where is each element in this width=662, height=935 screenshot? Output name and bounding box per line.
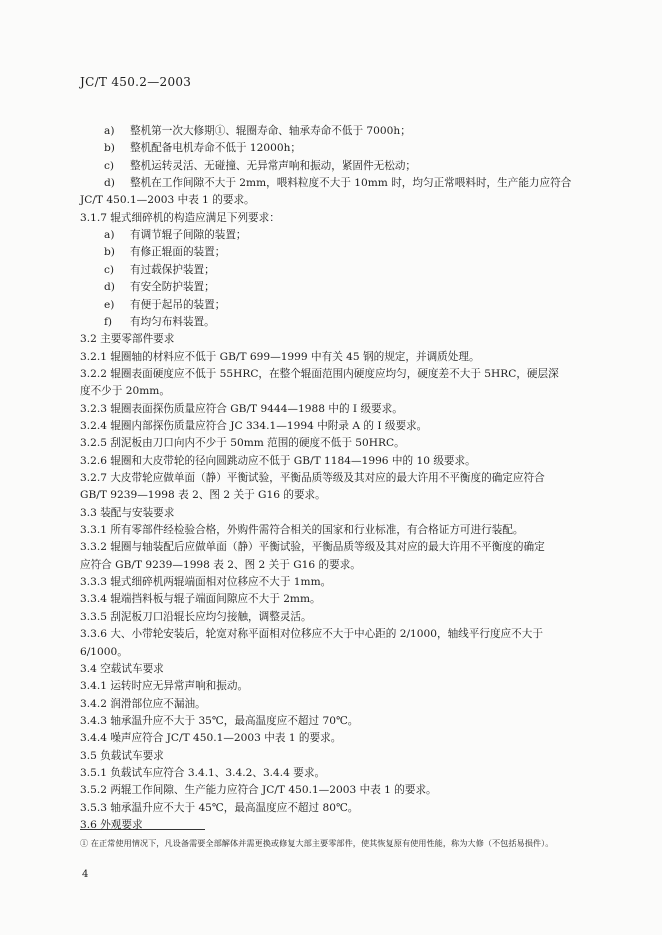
list-item-marker: f) bbox=[104, 316, 113, 328]
line-text: JC/T 450.1—2003 中表 1 的要求。 bbox=[80, 194, 255, 206]
list-item-marker: d) bbox=[104, 281, 115, 293]
paragraph-line bbox=[80, 384, 170, 398]
line-text: 3.4.3 轴承温升应不大于 35℃，最高温度应不超过 70℃。 bbox=[80, 715, 359, 727]
list-item-marker: b) bbox=[104, 246, 115, 258]
line-text: 整机配备电机寿命不低于 12000h； bbox=[130, 142, 302, 154]
paragraph-line bbox=[80, 506, 174, 520]
paragraph-line bbox=[80, 488, 326, 502]
line-text: 3.2.7 大皮带轮应做单面（静）平衡试验，平衡品质等级及其对应的最大许用不平衡度的确定应符合 bbox=[80, 472, 545, 484]
line-text: 3.3.6 大、小带轮安装后，轮宽对称平面相对位移应不大于中心距的 2/1000，轴线平行度应不大于 bbox=[80, 628, 543, 640]
paragraph-line bbox=[80, 575, 331, 589]
line-text: 3.2.2 辊圈表面硬度应不低于 55HRC，在整个辊面范围内硬度应均匀，硬度差不大于 5HRC，硬层深 bbox=[80, 368, 559, 380]
paragraph-line bbox=[80, 402, 403, 416]
list-item-marker: c) bbox=[104, 160, 115, 172]
line-text: 整机在工作间隙不大于 2mm，喂料粒度不大于 10mm 时，均匀正常喂料时，生产能力应符合 bbox=[130, 177, 572, 189]
line-text: 3.5.1 负载试车应符合 3.4.1、3.4.2、3.4.4 要求。 bbox=[80, 767, 326, 779]
line-text: 3.6 外观要求 bbox=[80, 819, 143, 831]
line-text: 3.4.4 噪声应符合 JC/T 450.1—2003 中表 1 的要求。 bbox=[80, 732, 342, 744]
list-item bbox=[104, 280, 215, 294]
paragraph-line bbox=[80, 662, 164, 676]
paragraph-line bbox=[80, 801, 358, 815]
line-text: 有修正辊面的装置； bbox=[130, 246, 226, 258]
line-text: 3.2.3 辊圈表面探伤质量应符合 GB/T 9444—1988 中的 Ⅰ 级要求。 bbox=[80, 403, 403, 415]
paragraph-line bbox=[80, 454, 476, 468]
line-text: 3.3 装配与安装要求 bbox=[80, 507, 175, 519]
paragraph-line bbox=[80, 627, 543, 641]
paragraph-line bbox=[80, 419, 427, 433]
paragraph-line bbox=[80, 783, 437, 797]
paragraph-line bbox=[80, 731, 341, 745]
list-item bbox=[104, 245, 225, 259]
document-code-header: JC/T 450.2—2003 bbox=[80, 75, 192, 89]
line-text: 3.2.1 辊圈轴的材料应不低于 GB/T 699—1999 中有关 45 钢的规定，并调质处理。 bbox=[80, 351, 480, 363]
line-text: 3.2 主要零部件要求 bbox=[80, 333, 175, 345]
list-item-marker: b) bbox=[104, 142, 115, 154]
line-text: 3.3.2 辊圈与轴装配后应做单面（静）平衡试验，平衡品质等级及其对应的最大许用不平衡度的确定 bbox=[80, 541, 545, 553]
line-text: 3.4 空载试车要求 bbox=[80, 663, 164, 675]
paragraph-line bbox=[80, 610, 312, 624]
list-item bbox=[104, 228, 247, 242]
paragraph-line bbox=[80, 592, 321, 606]
paragraph-line bbox=[80, 766, 325, 780]
list-item bbox=[104, 263, 215, 277]
line-text: 3.5.3 轴承温升应不大于 45℃，最高温度应不超过 80℃。 bbox=[80, 802, 359, 814]
line-text: 有均匀布料装置。 bbox=[130, 316, 215, 328]
list-item bbox=[104, 176, 571, 190]
line-text: 3.3.1 所有零部件经检验合格，外购件需符合相关的国家和行业标准，有合格证方可进行装配。 bbox=[80, 524, 524, 536]
line-text: 整机第一次大修期①、辊圈寿命、轴承寿命不低于 7000h； bbox=[130, 125, 411, 137]
line-text: 有调节辊子间隙的装置； bbox=[130, 229, 247, 241]
list-item-marker: e) bbox=[104, 299, 115, 311]
line-text: 有便于起吊的装置； bbox=[130, 299, 226, 311]
line-text: 3.2.4 辊圈内部探伤质量应符合 JC 334.1—1994 中附录 A 的 Ⅰ 级要求。 bbox=[80, 420, 428, 432]
line-text: 6/1000。 bbox=[80, 646, 128, 658]
line-text: 3.5 负载试车要求 bbox=[80, 750, 164, 762]
list-item bbox=[104, 141, 301, 155]
paragraph-line bbox=[80, 211, 280, 225]
list-item bbox=[104, 298, 225, 312]
line-text: 3.4.1 运转时应无异常声响和振动。 bbox=[80, 680, 249, 692]
paragraph-line bbox=[80, 679, 248, 693]
line-text: 3.4.2 润滑部位应不漏油。 bbox=[80, 698, 206, 710]
line-text: 3.2.6 辊圈和大皮带轮的径向圆跳动应不低于 GB/T 1184—1996 中的 10 级要求。 bbox=[80, 455, 476, 467]
line-text: 3.3.5 刮泥板刀口沿辊长应均匀接触，调整灵活。 bbox=[80, 611, 312, 623]
list-item-marker: c) bbox=[104, 264, 115, 276]
line-text: 3.3.4 辊端挡料板与辊子端面间隙应不大于 2mm。 bbox=[80, 593, 321, 605]
line-text: 应符合 GB/T 9239—1998 表 2、图 2 关于 G16 的要求。 bbox=[80, 559, 361, 571]
paragraph-line bbox=[80, 714, 358, 728]
paragraph-line bbox=[80, 645, 128, 659]
line-text: 3.1.7 辊式细碎机的构造应满足下列要求： bbox=[80, 212, 280, 224]
paragraph-line bbox=[80, 350, 480, 364]
list-item bbox=[104, 159, 416, 173]
list-item-marker: d) bbox=[104, 177, 115, 189]
line-text: 3.3.3 辊式细碎机两辊端面相对位移应不大于 1mm。 bbox=[80, 576, 332, 588]
line-text: 有安全防护装置； bbox=[130, 281, 215, 293]
line-text: 度不少于 20mm。 bbox=[80, 385, 170, 397]
footnote-separator bbox=[80, 829, 205, 830]
line-text: 整机运转灵活、无碰撞、无异常声响和振动，紧固件无松动； bbox=[130, 160, 417, 172]
paragraph-line bbox=[80, 332, 174, 346]
line-text: 3.2.5 刮泥板由刀口向内不少于 50mm 范围的硬度不低于 50HRC。 bbox=[80, 437, 405, 449]
paragraph-line bbox=[80, 749, 164, 763]
paragraph-line bbox=[80, 697, 206, 711]
paragraph-line bbox=[80, 523, 523, 537]
line-text: 有过载保护装置； bbox=[130, 264, 215, 276]
paragraph-line bbox=[80, 540, 545, 554]
paragraph-line bbox=[80, 471, 545, 485]
list-item-marker: a) bbox=[104, 229, 115, 241]
paragraph-line bbox=[80, 367, 559, 381]
paragraph-line bbox=[80, 558, 361, 572]
paragraph-line bbox=[80, 193, 255, 207]
list-item bbox=[104, 124, 411, 138]
line-text: GB/T 9239—1998 表 2、图 2 关于 G16 的要求。 bbox=[80, 489, 326, 501]
footnote: ① 在正常使用情况下，凡设备需要全部解体并需更换或修复大部主要零部件，使其恢复原有使用性能，称为大修（不包括易损件）。 bbox=[80, 838, 554, 848]
list-item bbox=[104, 315, 215, 329]
page-number: 4 bbox=[82, 869, 89, 880]
paragraph-line bbox=[80, 436, 405, 450]
line-text: 3.5.2 两辊工作间隙、生产能力应符合 JC/T 450.1—2003 中表 1 的要求。 bbox=[80, 784, 437, 796]
list-item-marker: a) bbox=[104, 125, 115, 137]
